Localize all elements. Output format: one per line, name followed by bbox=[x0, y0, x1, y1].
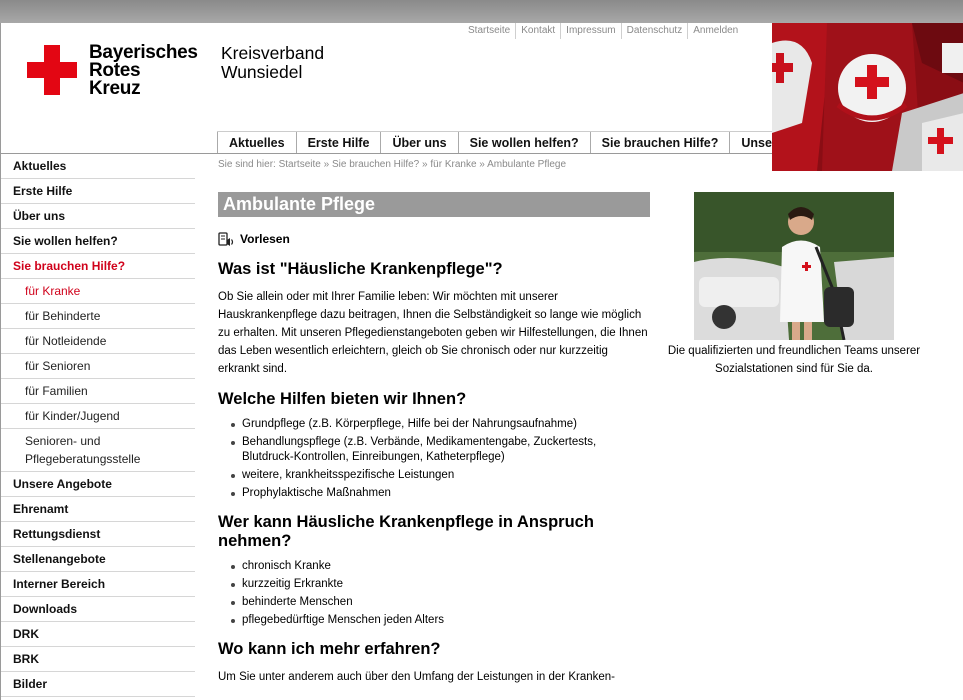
list-item: weitere, krankheitsspezifische Leistungen bbox=[218, 468, 650, 483]
main-nav-sie-wollen-helfen[interactable]: Sie wollen helfen? bbox=[458, 132, 590, 153]
sidebar-item-aktuelles[interactable]: Aktuelles bbox=[1, 154, 195, 179]
list-item: chronisch Kranke bbox=[218, 559, 650, 574]
sidebar-item-bilder[interactable]: Bilder bbox=[1, 672, 195, 697]
sidebar-item-stellenangebote[interactable]: Stellenangebote bbox=[1, 547, 195, 572]
list-item: kurzzeitig Erkrankte bbox=[218, 577, 650, 592]
main-nav-unsere[interactable]: Unse bbox=[729, 132, 772, 153]
main-nav bbox=[217, 131, 772, 153]
sidebar-subitem-fuer-notleidende[interactable]: für Notleidende bbox=[1, 329, 195, 354]
section-heading-1: Was ist "Häusliche Krankenpflege"? bbox=[218, 260, 503, 278]
photo-caption-line-2: Sozialstationen sind für Sie da. bbox=[715, 363, 873, 375]
service-link-startseite[interactable]: Startseite bbox=[468, 25, 511, 36]
service-link-datenschutz[interactable]: Datenschutz bbox=[621, 23, 688, 39]
sidebar-item-erste-hilfe[interactable]: Erste Hilfe bbox=[1, 179, 195, 204]
photo-caption-line-1: Die qualifizierten und freundlichen Teams unserer bbox=[667, 345, 921, 357]
service-nav bbox=[463, 23, 743, 39]
logo-line-3: Kreuz bbox=[89, 78, 141, 99]
breadcrumb-link-sie-brauchen-hilfe[interactable]: Sie brauchen Hilfe? bbox=[331, 159, 420, 170]
section-heading-3: Wer kann Häusliche Krankenpflege in Anspruch nehmen? bbox=[218, 513, 594, 550]
breadcrumb-link-fuer-kranke[interactable]: für Kranke bbox=[430, 159, 477, 170]
list-item: Grundpflege (z.B. Körperpflege, Hilfe bei der Nahrungsaufnahme) bbox=[218, 417, 650, 432]
services-list bbox=[218, 417, 650, 501]
speaker-icon bbox=[218, 231, 235, 248]
service-link-kontakt[interactable]: Kontakt bbox=[515, 23, 560, 39]
list-item: Behandlungspflege (z.B. Verbände, Medikamentengabe, Zuckertests, Blutdruck-Kontrollen, Einreibungen, Katheterpflege) bbox=[218, 435, 650, 465]
sidebar-item-downloads[interactable]: Downloads bbox=[1, 597, 195, 622]
sidebar-subitem-pflegeberatungsstelle[interactable] bbox=[1, 429, 195, 472]
sidebar-item-brk[interactable]: BRK bbox=[1, 647, 195, 672]
breadcrumb-separator: » bbox=[479, 159, 485, 170]
logo-line-2: Rotes bbox=[89, 60, 141, 81]
sidebar-subitem-fuer-behinderte[interactable]: für Behinderte bbox=[1, 304, 195, 329]
main-content bbox=[218, 192, 650, 686]
section-paragraph-2: Um Sie unter anderem auch über den Umfang der Leistungen in der Kranken- bbox=[218, 671, 615, 683]
org-name bbox=[221, 44, 324, 82]
logo-text bbox=[89, 44, 198, 98]
service-link-anmelden[interactable]: Anmelden bbox=[687, 23, 743, 39]
breadcrumb bbox=[218, 159, 566, 170]
vorlesen-label: Vorlesen bbox=[240, 232, 290, 246]
org-name-line-1: Kreisverband bbox=[221, 43, 325, 63]
sidebar-item-ehrenamt[interactable]: Ehrenamt bbox=[1, 497, 195, 522]
sidebar-subitem-line-2: Pflegeberatungsstelle bbox=[25, 452, 141, 466]
service-link-impressum[interactable]: Impressum bbox=[560, 23, 620, 39]
main-nav-aktuelles[interactable]: Aktuelles bbox=[217, 132, 296, 153]
logo-line-1: Bayerisches bbox=[89, 42, 198, 63]
main-nav-sie-brauchen-hilfe[interactable]: Sie brauchen Hilfe? bbox=[590, 132, 730, 153]
breadcrumb-prefix: Sie sind hier: bbox=[218, 159, 276, 170]
brk-logo[interactable] bbox=[27, 42, 207, 101]
org-name-line-2: Wunsiedel bbox=[221, 62, 303, 82]
sidebar-nav bbox=[1, 154, 195, 697]
sidebar-item-sie-wollen-helfen[interactable]: Sie wollen helfen? bbox=[1, 229, 195, 254]
eligibility-list bbox=[218, 559, 650, 628]
section-heading-4: Wo kann ich mehr erfahren? bbox=[218, 640, 441, 658]
list-item: behinderte Menschen bbox=[218, 595, 650, 610]
sidebar-item-unsere-angebote[interactable]: Unsere Angebote bbox=[1, 472, 195, 497]
browser-top-bar bbox=[0, 0, 963, 23]
sidebar-item-ueber-uns[interactable]: Über uns bbox=[1, 204, 195, 229]
page-title: Ambulante Pflege bbox=[218, 192, 650, 217]
sidebar-subitem-fuer-familien[interactable]: für Familien bbox=[1, 379, 195, 404]
sidebar-subitem-fuer-kranke[interactable]: für Kranke bbox=[1, 279, 195, 304]
breadcrumb-separator: » bbox=[323, 159, 330, 170]
page-frame bbox=[0, 23, 963, 700]
vorlesen-button[interactable] bbox=[218, 230, 650, 248]
sidebar-item-drk[interactable]: DRK bbox=[1, 622, 195, 647]
list-item: Prophylaktische Maßnahmen bbox=[218, 486, 650, 501]
sidebar-item-interner-bereich[interactable]: Interner Bereich bbox=[1, 572, 195, 597]
section-paragraph-1: Ob Sie allein oder mit Ihrer Familie leben: Wir möchten mit unserer Hauskrankenpflege dazu beitragen, Ihnen die Selbständigkeit so lange wie möglich zu erhalten. Mit unseren Pflegedienstangeboten geben wir Hilfestellungen, die Ihnen das Leben wesentlich erleichtern, gleich ob Sie chronisch oder nur kurzzeitig erkrankt sind. bbox=[218, 291, 648, 375]
main-nav-erste-hilfe[interactable]: Erste Hilfe bbox=[296, 132, 381, 153]
sidebar-subitem-fuer-senioren[interactable]: für Senioren bbox=[1, 354, 195, 379]
breadcrumb-current: Ambulante Pflege bbox=[487, 159, 567, 170]
red-cross-icon bbox=[27, 45, 77, 95]
section-heading-2: Welche Hilfen bieten wir Ihnen? bbox=[218, 390, 467, 408]
sidebar-item-rettungsdienst[interactable]: Rettungsdienst bbox=[1, 522, 195, 547]
breadcrumb-separator: » bbox=[422, 159, 428, 170]
breadcrumb-link-startseite[interactable]: Startseite bbox=[278, 159, 321, 170]
list-item: pflegebedürftige Menschen jeden Alters bbox=[218, 613, 650, 628]
main-nav-ueber-uns[interactable]: Über uns bbox=[380, 132, 457, 153]
sidebar-item-sie-brauchen-hilfe[interactable]: Sie brauchen Hilfe? bbox=[1, 254, 195, 279]
nurse-photo bbox=[694, 192, 894, 340]
header-hero-image bbox=[772, 23, 963, 171]
sidebar-subitem-line-1: Senioren- und bbox=[25, 434, 101, 448]
sidebar-subitem-fuer-kinder-jugend[interactable]: für Kinder/Jugend bbox=[1, 404, 195, 429]
photo-caption bbox=[656, 342, 932, 378]
